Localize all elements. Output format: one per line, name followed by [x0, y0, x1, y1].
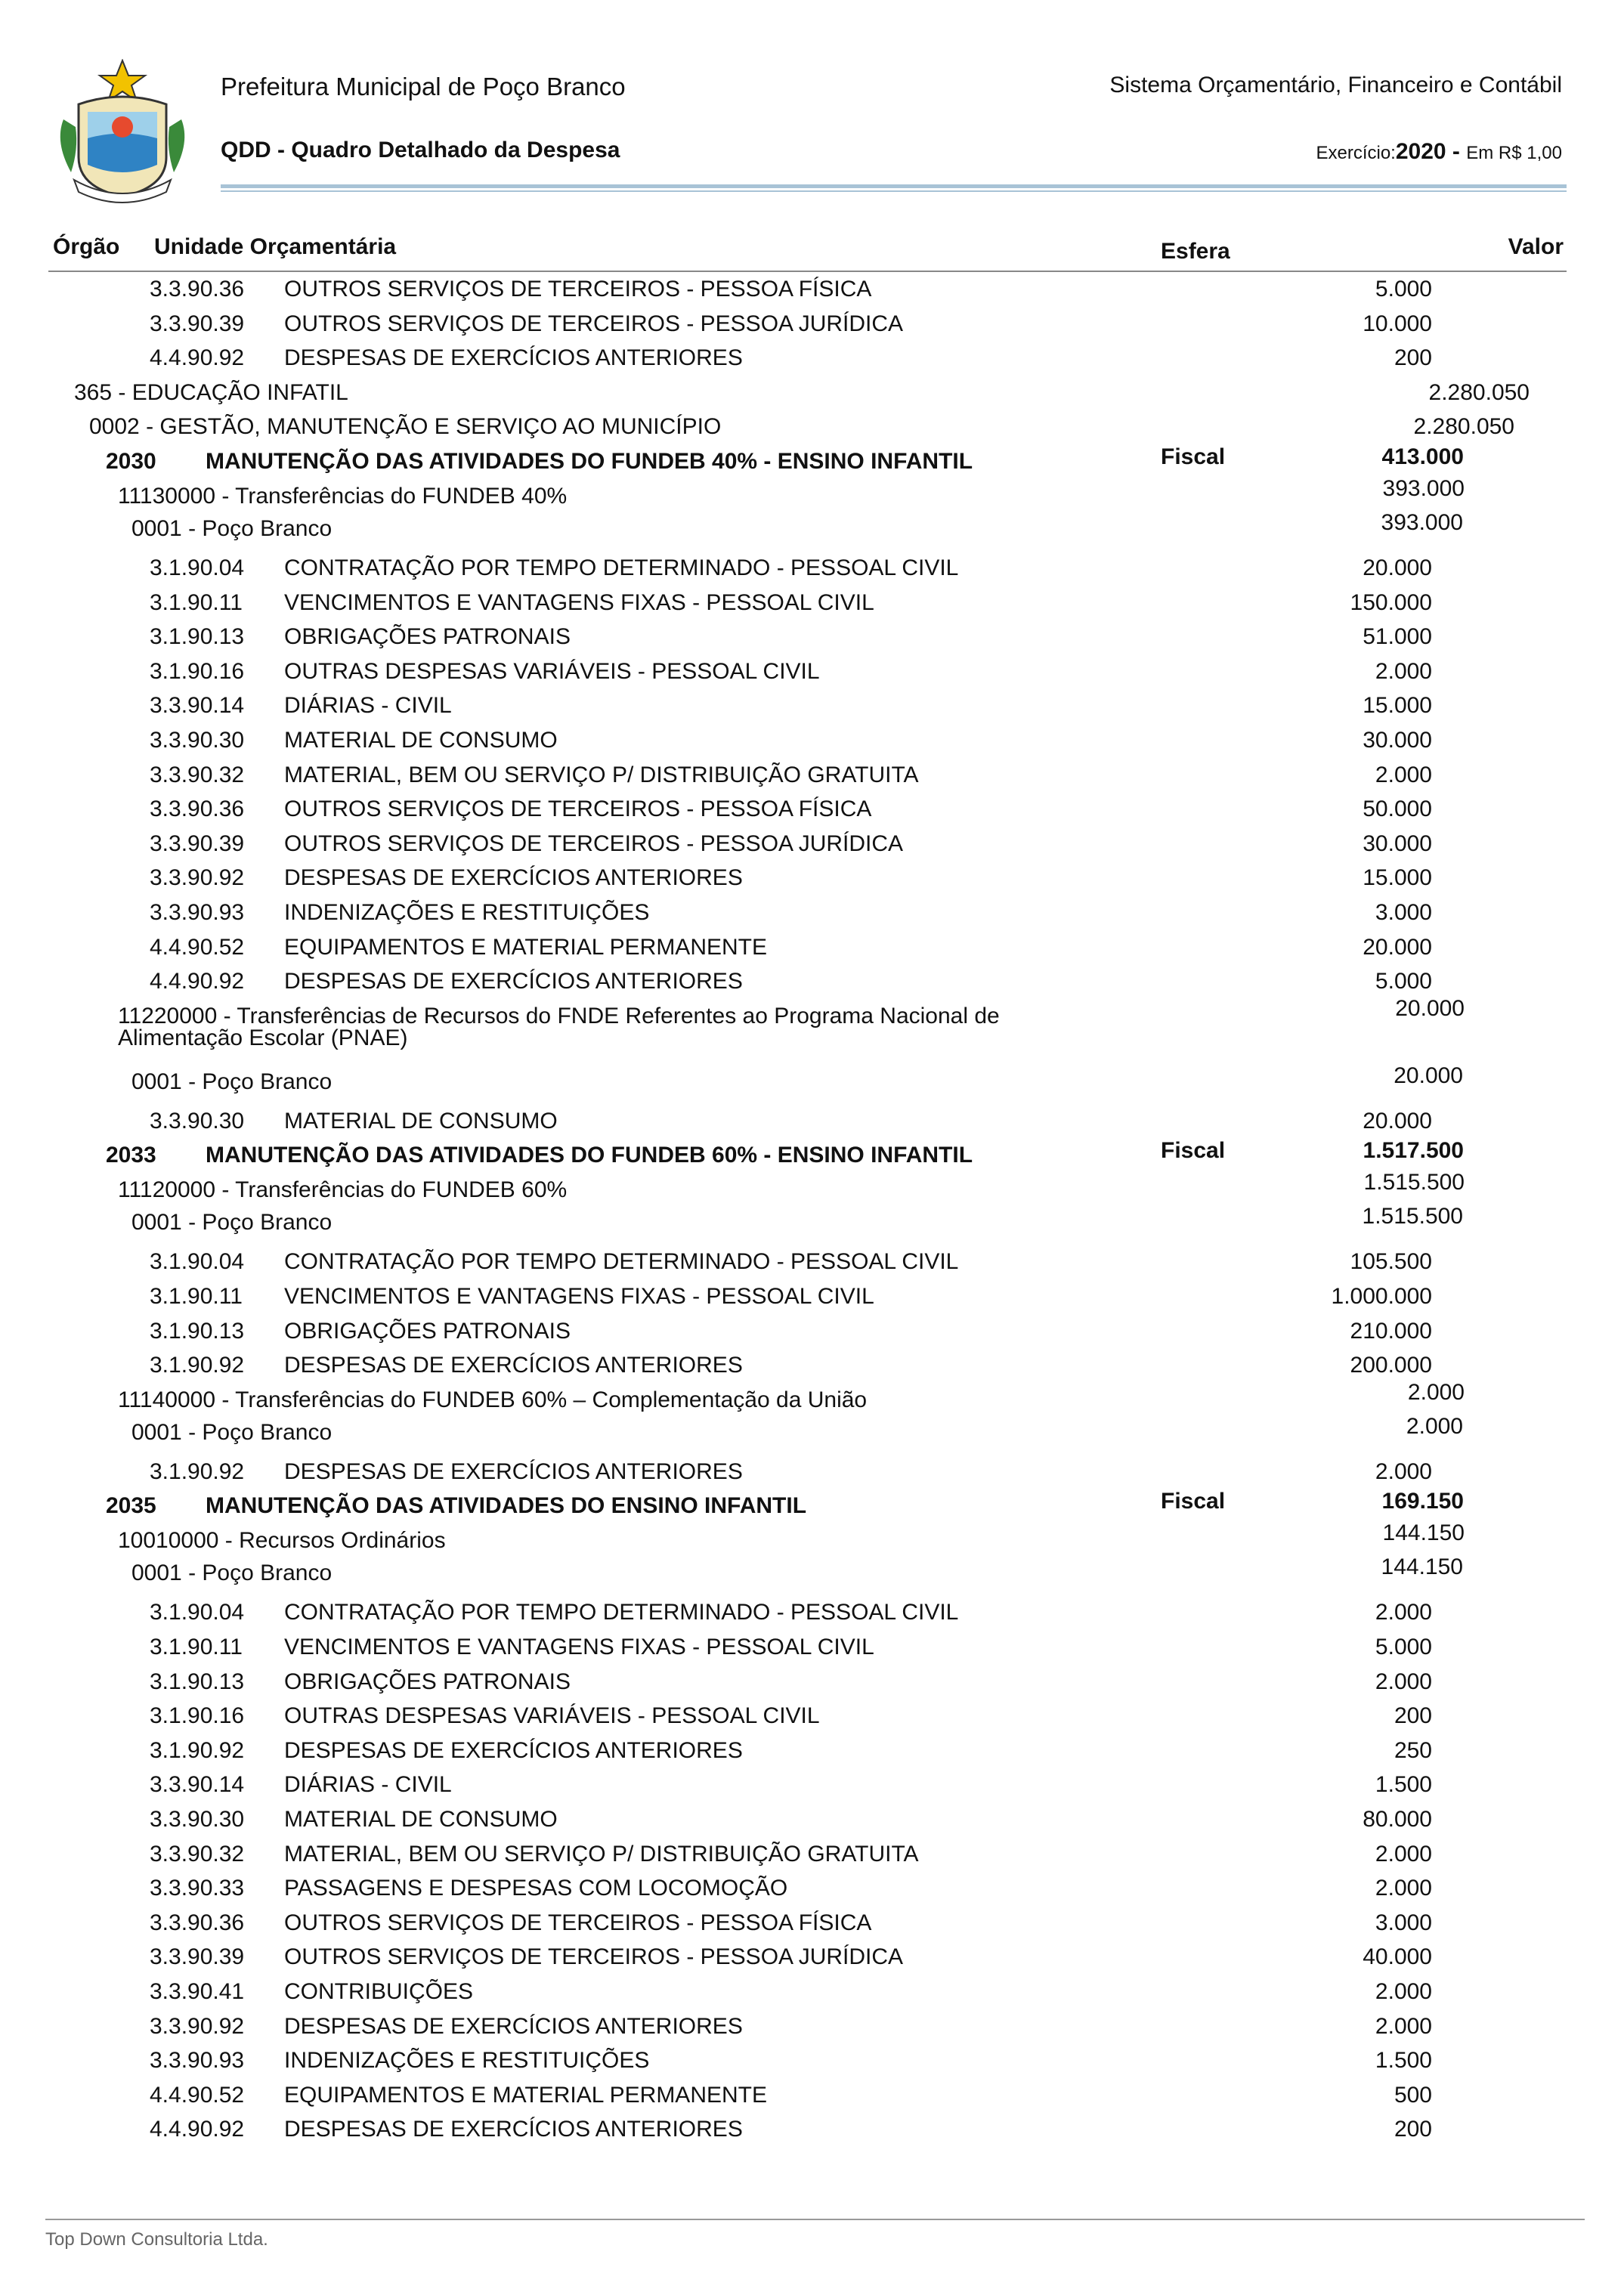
table-row-elem [0, 624, 1624, 659]
element-value: 20.000 [1363, 555, 1432, 580]
element-description: DIÁRIAS - CIVIL [284, 693, 452, 719]
column-header-valor: Valor [1508, 234, 1564, 259]
element-value: 2.000 [1375, 1600, 1432, 1625]
table-row-elem [0, 1249, 1624, 1284]
system-name: Sistema Orçamentário, Financeiro e Contábil [1109, 73, 1562, 97]
action-code: 2033 [106, 1143, 156, 1168]
element-code: 3.3.90.14 [150, 693, 245, 719]
table-row-elem [0, 1284, 1624, 1319]
element-code: 3.3.90.39 [150, 830, 245, 856]
element-description: OUTROS SERVIÇOS DE TERCEIROS - PESSOA JURÍDICA [284, 1944, 904, 1970]
element-code: 3.3.90.33 [150, 1876, 245, 1901]
action-code: 2035 [106, 1493, 156, 1519]
table-row-fund [0, 510, 1624, 551]
table-row-elem [0, 2117, 1624, 2151]
table-row-elem [0, 1807, 1624, 1842]
table-row-elem [0, 1842, 1624, 1876]
element-description: DESPESAS DE EXERCÍCIOS ANTERIORES [284, 2117, 743, 2142]
element-code: 3.3.90.36 [150, 1910, 245, 1935]
table-row-elem [0, 762, 1624, 797]
table-row-org [0, 380, 1624, 415]
fund-value: 144.150 [1381, 1554, 1463, 1580]
element-description: DIÁRIAS - CIVIL [284, 1772, 452, 1798]
element-description: OBRIGAÇÕES PATRONAIS [284, 1318, 571, 1344]
element-value: 2.000 [1375, 762, 1432, 787]
program-value: 2.280.050 [1413, 414, 1514, 440]
fund-value: 393.000 [1381, 510, 1463, 535]
program-label: 0002 - GESTÃO, MANUTENÇÃO E SERVIÇO AO MUNICÍPIO [89, 414, 722, 440]
element-code: 3.3.90.92 [150, 2013, 245, 2039]
element-description: OUTROS SERVIÇOS DE TERCEIROS - PESSOA FÍSICA [284, 277, 872, 302]
element-code: 3.3.90.39 [150, 1944, 245, 1970]
element-code: 3.1.90.13 [150, 1669, 245, 1694]
element-code: 3.3.90.30 [150, 1807, 245, 1832]
table-row-elem [0, 1319, 1624, 1353]
table-row-elem [0, 796, 1624, 831]
element-code: 4.4.90.92 [150, 2117, 245, 2142]
fund-label: 0001 - Poço Branco [131, 1210, 333, 1236]
table-row-elem [0, 2048, 1624, 2083]
element-value: 51.000 [1363, 624, 1432, 650]
element-description: VENCIMENTOS E VANTAGENS FIXAS - PESSOAL CIVIL [284, 589, 874, 615]
table-row-elem [0, 2014, 1624, 2049]
column-header-esfera: Esfera [1161, 239, 1230, 264]
table-row-elem [0, 900, 1624, 935]
table-row-elem [0, 555, 1624, 590]
element-description: VENCIMENTOS E VANTAGENS FIXAS - PESSOAL CIVIL [284, 1635, 874, 1659]
element-description: CONTRATAÇÃO POR TEMPO DETERMINADO - PESSOAL CIVIL [284, 555, 959, 580]
action-value: 413.000 [1381, 444, 1464, 469]
fund-label: 0001 - Poço Branco [131, 1560, 333, 1586]
table-row-elem [0, 728, 1624, 762]
element-code: 4.4.90.92 [150, 345, 245, 371]
element-description: DESPESAS DE EXERCÍCIOS ANTERIORES [284, 1353, 743, 1378]
element-code: 3.1.90.11 [150, 589, 243, 615]
element-code: 3.3.90.39 [150, 311, 245, 336]
action-description: MANUTENÇÃO DAS ATIVIDADES DO FUNDEB 60% - ENSINO INFANTIL [206, 1143, 973, 1168]
fund-value: 20.000 [1394, 1062, 1463, 1088]
element-code: 4.4.90.52 [150, 2082, 245, 2108]
resource-source-label: 11130000 - Transferências do FUNDEB 40% [118, 484, 568, 509]
element-description: MATERIAL, BEM OU SERVIÇO P/ DISTRIBUIÇÃO GRATUITA [284, 1841, 919, 1867]
fund-value: 2.000 [1406, 1413, 1463, 1439]
element-value: 30.000 [1363, 830, 1432, 856]
element-description: DESPESAS DE EXERCÍCIOS ANTERIORES [284, 2013, 743, 2039]
element-code: 3.3.90.14 [150, 1772, 245, 1798]
element-code: 3.1.90.92 [150, 1458, 245, 1484]
element-code: 3.3.90.32 [150, 1841, 245, 1867]
table-row-elem [0, 659, 1624, 694]
table-row-elem [0, 935, 1624, 970]
element-value: 5.000 [1375, 277, 1432, 302]
report-subtitle: QDD - Quadro Detalhado da Despesa [221, 138, 620, 162]
element-code: 3.3.90.92 [150, 865, 245, 891]
element-code: 3.1.90.92 [150, 1353, 245, 1378]
element-description: OBRIGAÇÕES PATRONAIS [284, 624, 571, 650]
element-value: 2.000 [1375, 1841, 1432, 1867]
element-value: 200 [1394, 2117, 1432, 2142]
element-description: DESPESAS DE EXERCÍCIOS ANTERIORES [284, 865, 743, 891]
resource-source-label-cont: Alimentação Escolar (PNAE) [118, 1025, 408, 1050]
element-description: EQUIPAMENTOS E MATERIAL PERMANENTE [284, 2082, 767, 2108]
element-description: OUTROS SERVIÇOS DE TERCEIROS - PESSOA JURÍDICA [284, 830, 904, 856]
resource-source-value: 393.000 [1382, 476, 1465, 501]
table-row-elem [0, 277, 1624, 311]
element-value: 1.000.000 [1331, 1284, 1432, 1309]
resource-source-value: 2.000 [1407, 1379, 1465, 1405]
element-code: 3.1.90.04 [150, 555, 245, 580]
table-row-fund [0, 1413, 1624, 1455]
element-value: 5.000 [1375, 969, 1432, 994]
currency-unit: Em R$ 1,00 [1466, 143, 1562, 163]
table-row-elem [0, 590, 1624, 625]
element-description: OUTRAS DESPESAS VARIÁVEIS - PESSOAL CIVIL [284, 658, 820, 684]
element-description: CONTRATAÇÃO POR TEMPO DETERMINADO - PESSOAL CIVIL [284, 1600, 959, 1625]
element-value: 10.000 [1363, 311, 1432, 336]
element-value: 20.000 [1363, 1108, 1432, 1134]
unit-label: 365 - EDUCAÇÃO INFATIL [74, 379, 348, 405]
table-row-elem [0, 693, 1624, 728]
exercicio-label: Exercício: [1316, 143, 1396, 163]
element-description: MATERIAL DE CONSUMO [284, 1108, 558, 1134]
element-value: 1.500 [1375, 2048, 1432, 2074]
element-value: 20.000 [1363, 934, 1432, 960]
action-value: 169.150 [1381, 1489, 1464, 1514]
element-value: 200 [1394, 345, 1432, 371]
element-value: 210.000 [1350, 1318, 1432, 1344]
action-description: MANUTENÇÃO DAS ATIVIDADES DO ENSINO INFANTIL [206, 1493, 807, 1519]
action-esfera: Fiscal [1161, 1489, 1226, 1514]
element-description: DESPESAS DE EXERCÍCIOS ANTERIORES [284, 1458, 743, 1484]
element-description: CONTRATAÇÃO POR TEMPO DETERMINADO - PESSOAL CIVIL [284, 1249, 959, 1275]
exercicio-separator: - [1446, 139, 1467, 164]
element-description: EQUIPAMENTOS E MATERIAL PERMANENTE [284, 934, 767, 960]
action-esfera: Fiscal [1161, 444, 1226, 469]
element-code: 3.1.90.16 [150, 1703, 245, 1729]
resource-source-value: 1.515.500 [1363, 1170, 1465, 1195]
element-description: VENCIMENTOS E VANTAGENS FIXAS - PESSOAL CIVIL [284, 1284, 874, 1309]
table-row-elem [0, 1738, 1624, 1773]
element-code: 4.4.90.92 [150, 969, 245, 994]
element-value: 150.000 [1350, 589, 1432, 615]
element-code: 3.1.90.04 [150, 1600, 245, 1625]
resource-source-value: 144.150 [1382, 1520, 1465, 1546]
table-row-elem [0, 1944, 1624, 1979]
element-description: CONTRIBUIÇÕES [284, 1979, 474, 2004]
element-code: 3.1.90.16 [150, 658, 245, 684]
element-description: DESPESAS DE EXERCÍCIOS ANTERIORES [284, 1737, 743, 1763]
element-description: DESPESAS DE EXERCÍCIOS ANTERIORES [284, 969, 743, 994]
element-code: 3.1.90.13 [150, 1318, 245, 1344]
element-code: 3.3.90.30 [150, 1108, 245, 1134]
fund-value: 1.515.500 [1362, 1204, 1463, 1229]
element-value: 2.000 [1375, 1876, 1432, 1901]
element-code: 3.3.90.30 [150, 728, 245, 753]
table-row-elem [0, 1600, 1624, 1635]
element-code: 3.1.90.11 [150, 1284, 243, 1309]
element-description: PASSAGENS E DESPESAS COM LOCOMOÇÃO [284, 1876, 788, 1901]
table-row-elem [0, 1353, 1624, 1387]
unit-value: 2.280.050 [1428, 379, 1530, 405]
table-row-elem [0, 865, 1624, 900]
element-value: 2.000 [1375, 658, 1432, 684]
footer-company: Top Down Consultoria Ltda. [45, 2229, 268, 2250]
element-value: 30.000 [1363, 728, 1432, 753]
action-value: 1.517.500 [1363, 1138, 1464, 1164]
exercicio-year: 2020 [1395, 139, 1446, 164]
municipal-coat-of-arms-icon [48, 59, 196, 204]
element-code: 3.1.90.11 [150, 1635, 243, 1659]
column-header-orgao: Órgão [53, 234, 120, 259]
element-description: INDENIZAÇÕES E RESTITUIÇÕES [284, 900, 650, 925]
element-value: 50.000 [1363, 796, 1432, 822]
element-value: 15.000 [1363, 865, 1432, 891]
element-description: MATERIAL DE CONSUMO [284, 728, 558, 753]
element-value: 200 [1394, 1703, 1432, 1729]
element-description: OUTROS SERVIÇOS DE TERCEIROS - PESSOA FÍSICA [284, 1910, 872, 1935]
element-description: DESPESAS DE EXERCÍCIOS ANTERIORES [284, 345, 743, 371]
table-row-elem [0, 345, 1624, 380]
element-value: 80.000 [1363, 1807, 1432, 1832]
element-code: 3.1.90.92 [150, 1737, 245, 1763]
table-row-fund [0, 1204, 1624, 1245]
header-rule [221, 184, 1567, 188]
column-header-rule [48, 271, 1567, 272]
element-description: MATERIAL DE CONSUMO [284, 1807, 558, 1832]
element-value: 2.000 [1375, 1669, 1432, 1694]
table-row-elem [0, 1876, 1624, 1910]
table-row-elem [0, 831, 1624, 866]
fund-label: 0001 - Poço Branco [131, 1069, 333, 1094]
table-row-elem [0, 311, 1624, 346]
element-description: OUTRAS DESPESAS VARIÁVEIS - PESSOAL CIVIL [284, 1703, 820, 1729]
element-value: 2.000 [1375, 1979, 1432, 2004]
element-value: 3.000 [1375, 1910, 1432, 1935]
exercicio-info [1316, 139, 1562, 165]
resource-source-label: 11120000 - Transferências do FUNDEB 60% [118, 1177, 568, 1203]
element-code: 4.4.90.52 [150, 934, 245, 960]
element-value: 2.000 [1375, 1458, 1432, 1484]
element-value: 1.500 [1375, 1772, 1432, 1798]
table-row-prog [0, 414, 1624, 449]
page-title: Prefeitura Municipal de Poço Branco [221, 73, 626, 101]
element-description: INDENIZAÇÕES E RESTITUIÇÕES [284, 2048, 650, 2074]
table-row-elem [0, 2083, 1624, 2117]
element-description: MATERIAL, BEM OU SERVIÇO P/ DISTRIBUIÇÃO GRATUITA [284, 762, 919, 787]
fund-label: 0001 - Poço Branco [131, 516, 333, 541]
element-value: 200.000 [1350, 1353, 1432, 1378]
element-value: 250 [1394, 1737, 1432, 1763]
element-description: OBRIGAÇÕES PATRONAIS [284, 1669, 571, 1694]
element-code: 3.3.90.93 [150, 2048, 245, 2074]
fund-label: 0001 - Poço Branco [131, 1419, 333, 1445]
element-code: 3.3.90.41 [150, 1979, 245, 2004]
table-row-fund [0, 1554, 1624, 1595]
resource-source-label: 10010000 - Recursos Ordinários [118, 1528, 446, 1554]
table-row-elem [0, 1703, 1624, 1738]
element-code: 3.3.90.93 [150, 900, 245, 925]
element-value: 15.000 [1363, 693, 1432, 719]
element-value: 105.500 [1350, 1249, 1432, 1275]
element-code: 3.3.90.36 [150, 277, 245, 302]
element-code: 3.3.90.36 [150, 796, 245, 822]
element-value: 500 [1394, 2082, 1432, 2108]
table-row-elem [0, 1459, 1624, 1494]
resource-source-label: 11220000 - Transferências de Recursos do FNDE Referentes ao Programa Nacional de [118, 1003, 1000, 1028]
action-description: MANUTENÇÃO DAS ATIVIDADES DO FUNDEB 40% - ENSINO INFANTIL [206, 449, 973, 474]
table-row-source [0, 1379, 1624, 1422]
table-row-fund [0, 1062, 1624, 1104]
element-value: 2.000 [1375, 2013, 1432, 2039]
element-value: 5.000 [1375, 1635, 1432, 1659]
action-esfera: Fiscal [1161, 1138, 1226, 1164]
table-row-action [0, 1489, 1624, 1528]
table-row-action [0, 444, 1624, 484]
table-row-elem [0, 1772, 1624, 1807]
element-description: OUTROS SERVIÇOS DE TERCEIROS - PESSOA JURÍDICA [284, 311, 904, 336]
table-row-elem [0, 969, 1624, 1004]
table-row-source_cont [0, 1025, 1624, 1071]
element-value: 3.000 [1375, 900, 1432, 925]
table-row-elem [0, 1635, 1624, 1669]
table-row-elem [0, 1910, 1624, 1945]
table-row-elem [0, 1669, 1624, 1704]
element-description: OUTROS SERVIÇOS DE TERCEIROS - PESSOA FÍSICA [284, 796, 872, 822]
table-row-elem [0, 1979, 1624, 2014]
column-header-unidade: Unidade Orçamentária [154, 234, 397, 259]
element-value: 40.000 [1363, 1944, 1432, 1970]
resource-source-label: 11140000 - Transferências do FUNDEB 60% – Complementação da União [118, 1387, 868, 1412]
element-code: 3.3.90.32 [150, 762, 245, 787]
element-code: 3.1.90.13 [150, 624, 245, 650]
footer-rule [45, 2219, 1585, 2220]
element-code: 3.1.90.04 [150, 1249, 245, 1275]
resource-source-value: 20.000 [1395, 995, 1465, 1021]
action-code: 2030 [106, 449, 156, 474]
header-rule-thin [221, 190, 1567, 192]
